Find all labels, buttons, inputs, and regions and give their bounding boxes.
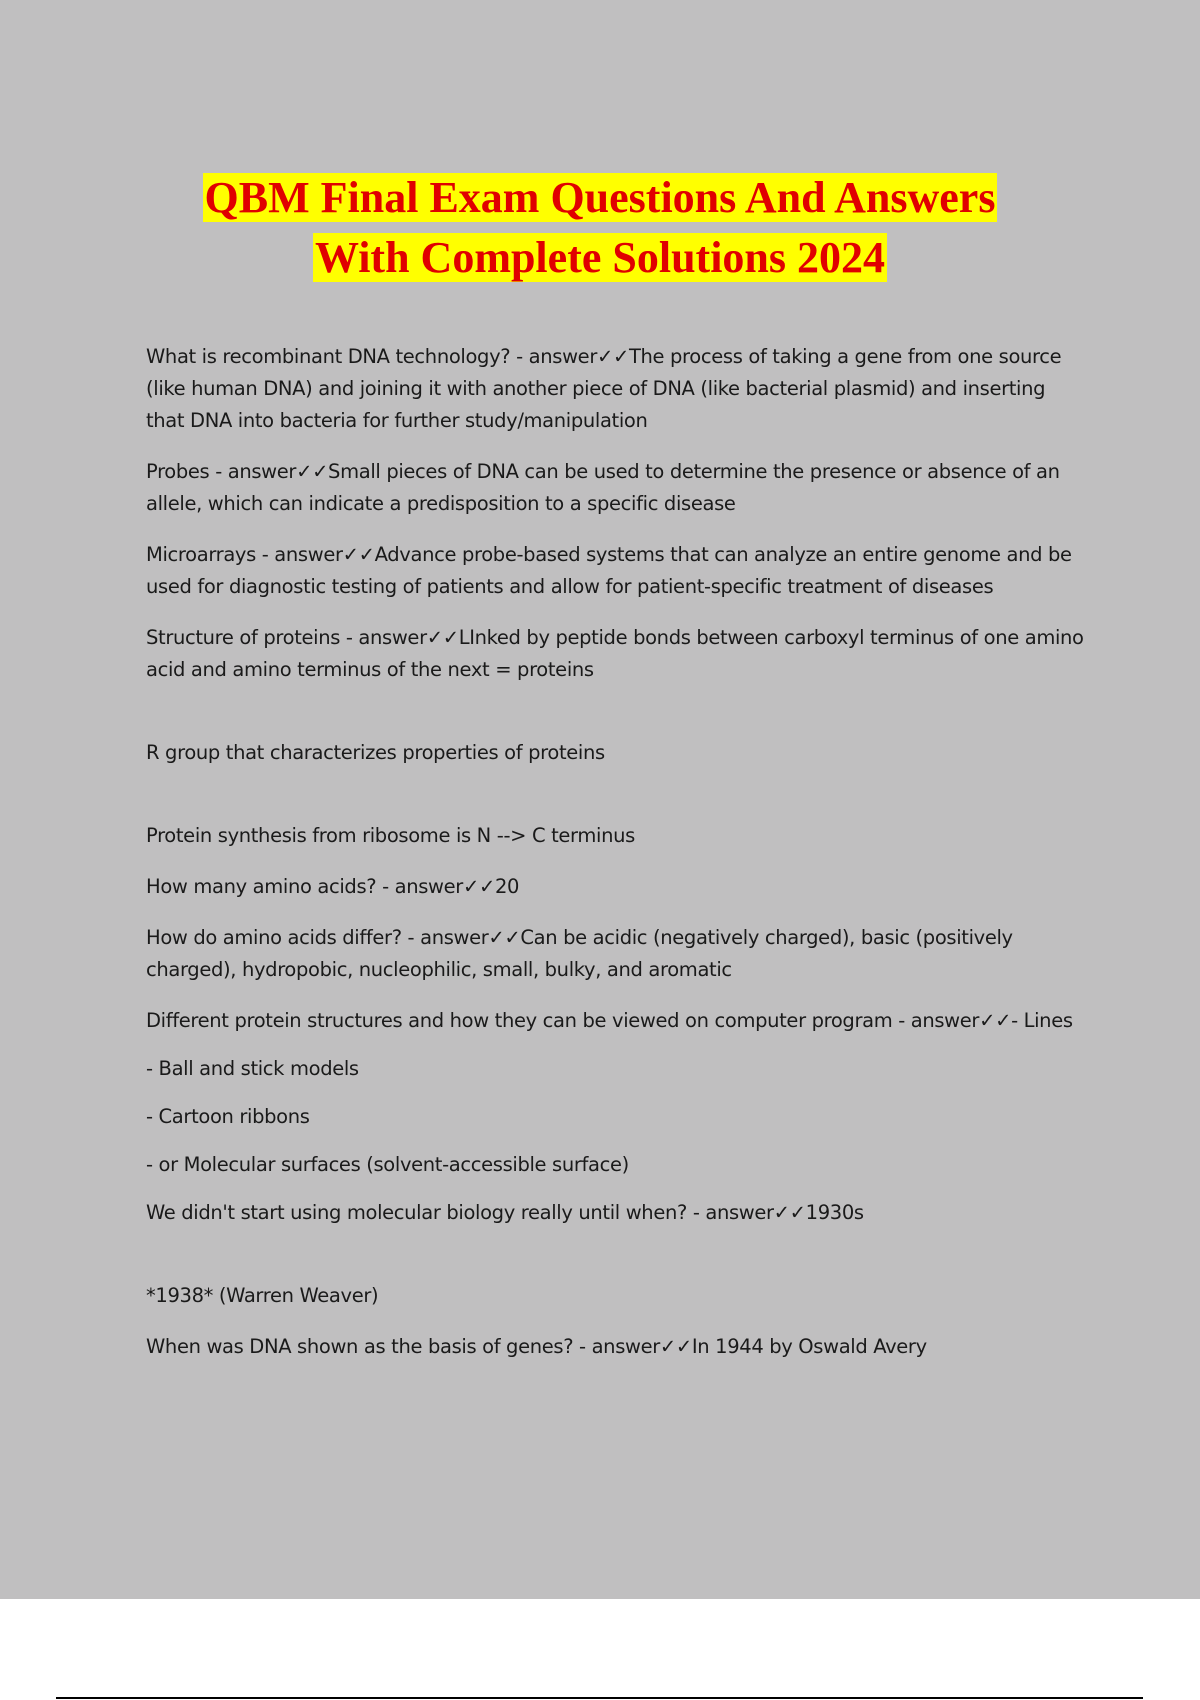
note-1938-warren-weaver: *1938* (Warren Weaver)	[146, 1284, 379, 1307]
footer-divider	[56, 1697, 1143, 1699]
qa-dna-basis-of-genes: When was DNA shown as the basis of genes? - answer✓✓In 1944 by Oswald Avery	[146, 1335, 927, 1358]
note-r-group: R group that characterizes properties of proteins	[146, 741, 605, 764]
qa-structure-of-proteins: Structure of proteins - answer✓✓LInked by peptide bonds between carboxyl terminus of one amino acid and amino terminus of the next = proteins	[146, 626, 1084, 681]
qa-amino-acids-differ: How do amino acids differ? - answer✓✓Can be acidic (negatively charged), basic (positively charged), hydropobic, nucleophilic, small, bulky, and aromatic	[146, 926, 1013, 981]
qa-microarrays: Microarrays - answer✓✓Advance probe-based systems that can analyze an entire genome and be used for diagnostic testing of patients and allow for patient-specific treatment of diseases	[146, 543, 1072, 598]
qa-protein-structures: Different protein structures and how they can be viewed on computer program - answer✓✓- Lines	[146, 1009, 1073, 1032]
list-item-molecular-surfaces: - or Molecular surfaces (solvent-accessible surface)	[146, 1153, 629, 1176]
list-item-ball-and-stick: - Ball and stick models	[146, 1057, 359, 1080]
title-line-1: QBM Final Exam Questions And Answers	[204, 173, 996, 222]
document-body	[146, 341, 1086, 1382]
title-line-2: With Complete Solutions 2024	[314, 233, 886, 282]
note-protein-synthesis: Protein synthesis from ribosome is N --> C terminus	[146, 824, 635, 847]
list-item-cartoon-ribbons: - Cartoon ribbons	[146, 1105, 310, 1128]
document-title	[0, 168, 1200, 288]
qa-how-many-amino-acids: How many amino acids? - answer✓✓20	[146, 875, 520, 898]
qa-molecular-biology-start: We didn't start using molecular biology really until when? - answer✓✓1930s	[146, 1201, 864, 1224]
qa-recombinant-dna: What is recombinant DNA technology? - answer✓✓The process of taking a gene from one source (like human DNA) and joining it with another piece of DNA (like bacterial plasmid) and inserting that DNA into bacteria for further study/manipulation	[146, 345, 1062, 432]
qa-probes: Probes - answer✓✓Small pieces of DNA can be used to determine the presence or absence of an allele, which can indicate a predisposition to a specific disease	[146, 460, 1060, 515]
